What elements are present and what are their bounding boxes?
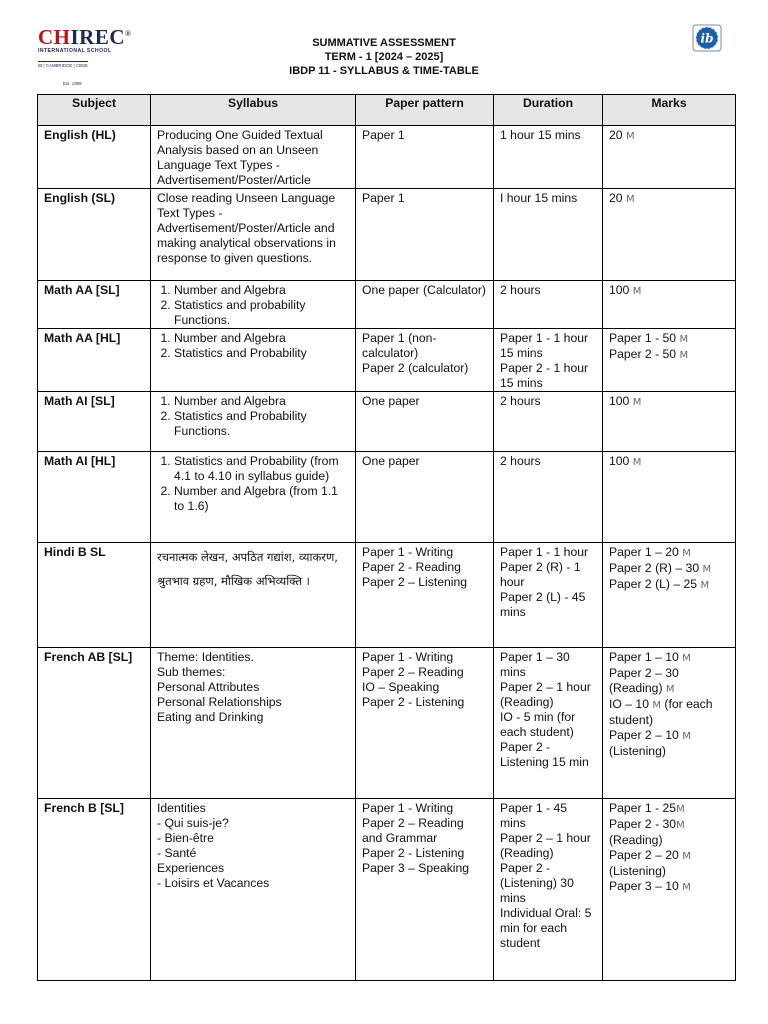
syllabus-item: 1. Number and Algebra [174, 331, 349, 346]
subject-cell: Math AA [HL] [38, 329, 151, 392]
paper-line: Paper 1 - Writing [362, 545, 454, 559]
syllabus-line: Identities [157, 801, 206, 815]
paper-line: One paper [362, 394, 420, 408]
duration-cell [494, 126, 603, 189]
duration-line: 2 hours [500, 394, 541, 408]
syllabus-line: Producing One Guided Textual Analysis based on an Unseen Language Text Types - Advertisement/Poster/Article [157, 128, 323, 187]
duration-line: Paper 2 (L) - 45 mins [500, 590, 586, 619]
duration-line: 1 hour 15 mins [500, 128, 581, 142]
marks-line: 20 M [609, 128, 635, 142]
paper-line: One paper [362, 454, 420, 468]
column-header: Syllabus [151, 95, 356, 126]
duration-cell [494, 392, 603, 452]
syllabus-cell [151, 392, 356, 452]
duration-cell [494, 543, 603, 648]
paper-line: Paper 2 - Reading [362, 560, 461, 574]
paper-line: One paper (Calculator) [362, 283, 486, 297]
marks-line: Paper 1 - 25M [609, 801, 685, 815]
syllabus-item: 1. Number and Algebra [174, 394, 349, 409]
marks-line: 100 M [609, 394, 642, 408]
syllabus-table [37, 94, 736, 981]
paper-line: Paper 2 - Listening [362, 846, 465, 860]
subject-cell: Math AI [SL] [38, 392, 151, 452]
marks-line: Paper 2 (R) – 30 M [609, 561, 712, 575]
syllabus-cell [151, 281, 356, 329]
column-header: Paper pattern [356, 95, 494, 126]
syllabus-cell [151, 189, 356, 281]
table-row [38, 799, 736, 981]
table-row [38, 543, 736, 648]
duration-cell [494, 648, 603, 799]
logo-wordmark: CHIREC® [38, 25, 132, 49]
marks-cell [603, 189, 736, 281]
marks-cell [603, 452, 736, 543]
logo-established: Est. 1989 [63, 81, 82, 86]
duration-line: Individual Oral: 5 min for each student [500, 906, 592, 950]
subject-cell: French AB [SL] [38, 648, 151, 799]
syllabus-line: Close reading Unseen Language Text Types - Advertisement/Poster/Article and making analytical observations in response to given questions. [157, 191, 336, 265]
syllabus-cell [151, 799, 356, 981]
syllabus-item: 1. Statistics and Probability (from 4.1 to 4.10 in syllabus guide) [174, 454, 349, 484]
syllabus-item: 2. Statistics and probability Functions. [174, 298, 349, 328]
marks-line: 100 M [609, 454, 642, 468]
paper-line: Paper 1 - Writing [362, 801, 454, 815]
marks-line: Paper 2 - 50 M [609, 347, 689, 361]
subject-cell: Math AA [SL] [38, 281, 151, 329]
table-row [38, 189, 736, 281]
subject-cell: French B [SL] [38, 799, 151, 981]
subject-cell: Math AI [HL] [38, 452, 151, 543]
marks-line: (Reading) [609, 833, 663, 847]
paper-line: Paper 1 [362, 191, 405, 205]
marks-cell [603, 543, 736, 648]
marks-cell [603, 799, 736, 981]
duration-line: Paper 2 – 1 hour (Reading) [500, 680, 591, 709]
paper-line: Paper 3 – Speaking [362, 861, 470, 875]
duration-line: Paper 2 - (Listening) 30 mins [500, 861, 574, 905]
syllabus-cell [151, 648, 356, 799]
ib-world-school-logo-icon [692, 24, 722, 52]
duration-line: 2 hours [500, 283, 541, 297]
paper-cell [356, 126, 494, 189]
syllabus-line: Personal Relationships [157, 695, 282, 709]
paper-line: Paper 2 – Reading [362, 665, 464, 679]
syllabus-line: - Santé [157, 846, 197, 860]
marks-cell [603, 126, 736, 189]
duration-line: 2 hours [500, 454, 541, 468]
heading-line-3: IBDP 11 - SYLLABUS & TIME-TABLE [289, 65, 479, 77]
table-row [38, 126, 736, 189]
syllabus-line: - Bien-être [157, 831, 214, 845]
syllabus-line: Personal Attributes [157, 680, 260, 694]
duration-line: Paper 1 - 1 hour [500, 545, 589, 559]
paper-cell [356, 799, 494, 981]
duration-cell [494, 281, 603, 329]
marks-line: IO – 10 M (for each student) [609, 697, 713, 727]
paper-cell [356, 452, 494, 543]
marks-line: Paper 3 – 10 M [609, 879, 691, 893]
paper-line: Paper 2 – Reading and Grammar [362, 816, 464, 845]
syllabus-item: 1. Number and Algebra [174, 283, 349, 298]
marks-line: (Listening) [609, 864, 666, 878]
marks-line: 20 M [609, 191, 635, 205]
syllabus-line: रचनात्मक लेखन, अपठित गद्यांश, व्याकरण, श्रुतभाव ग्रहण, मौखिक अभिव्यक्ति । [157, 550, 338, 588]
marks-cell [603, 329, 736, 392]
duration-line: Paper 2 - 1 hour 15 mins [500, 361, 589, 390]
subject-cell: Hindi B SL [38, 543, 151, 648]
duration-line: IO - 5 min (for each student) [500, 710, 576, 739]
duration-line: Paper 1 – 30 mins [500, 650, 570, 679]
logo-boards: IB | CAMBRIDGE | CBSE [38, 63, 88, 68]
marks-cell [603, 392, 736, 452]
table-row [38, 281, 736, 329]
duration-cell [494, 799, 603, 981]
paper-line: Paper 1 [362, 128, 405, 142]
marks-line: Paper 1 – 20 M [609, 545, 691, 559]
subject-cell: English (SL) [38, 189, 151, 281]
table-row [38, 452, 736, 543]
heading-line-2: TERM - 1 [2024 – 2025] [324, 51, 444, 63]
paper-line: IO – Speaking [362, 680, 440, 694]
syllabus-line: - Loisirs et Vacances [157, 876, 270, 890]
marks-line: 100 M [609, 283, 642, 297]
ib-logo-text: ib [700, 31, 714, 46]
marks-cell [603, 281, 736, 329]
duration-line: Paper 2 - Listening 15 min [500, 740, 589, 769]
marks-line: Paper 2 - 30M [609, 817, 685, 831]
syllabus-item: 2. Statistics and Probability [174, 346, 349, 361]
syllabus-cell [151, 543, 356, 648]
column-header: Subject [38, 95, 151, 126]
paper-line: Paper 2 - Listening [362, 695, 465, 709]
duration-line: I hour 15 mins [500, 191, 578, 205]
duration-cell [494, 452, 603, 543]
paper-cell [356, 543, 494, 648]
syllabus-item: 2. Number and Algebra (from 1.1 to 1.6) [174, 484, 349, 514]
duration-line: Paper 2 (R) - 1 hour [500, 560, 581, 589]
document-heading [200, 36, 568, 78]
paper-cell [356, 189, 494, 281]
paper-cell [356, 281, 494, 329]
duration-line: Paper 1 - 45 mins [500, 801, 568, 830]
syllabus-cell [151, 329, 356, 392]
marks-cell [603, 648, 736, 799]
paper-line: Paper 2 (calculator) [362, 361, 469, 375]
syllabus-line: Sub themes: [157, 665, 226, 679]
syllabus-line: - Qui suis-je? [157, 816, 229, 830]
logo-tagline: INTERNATIONAL SCHOOL [38, 48, 112, 54]
syllabus-line: Eating and Drinking [157, 710, 264, 724]
paper-cell [356, 329, 494, 392]
paper-cell [356, 648, 494, 799]
table-row [38, 392, 736, 452]
marks-line: Paper 2 – 20 M [609, 848, 691, 862]
marks-line: Paper 1 – 10 M [609, 650, 691, 664]
syllabus-cell [151, 452, 356, 543]
syllabus-item: 2. Statistics and Probability Functions. [174, 409, 349, 439]
syllabus-line: Experiences [157, 861, 225, 875]
column-header: Marks [603, 95, 736, 126]
paper-line: Paper 2 – Listening [362, 575, 468, 589]
marks-line: Paper 1 - 50 M [609, 331, 689, 345]
subject-cell: English (HL) [38, 126, 151, 189]
marks-line: Paper 2 (L) – 25 M [609, 577, 710, 591]
marks-line: (Listening) [609, 744, 666, 758]
marks-line: Paper 2 – 10 M [609, 728, 691, 742]
table-row [38, 648, 736, 799]
duration-line: Paper 1 - 1 hour 15 mins [500, 331, 589, 360]
duration-cell [494, 329, 603, 392]
duration-cell [494, 189, 603, 281]
paper-line: Paper 1 (non-calculator) [362, 331, 437, 360]
school-logo [38, 24, 132, 86]
syllabus-line: Theme: Identities. [157, 650, 254, 664]
table-row [38, 329, 736, 392]
paper-line: Paper 1 - Writing [362, 650, 454, 664]
marks-line: Paper 2 – 30 (Reading) M [609, 666, 679, 695]
column-header: Duration [494, 95, 603, 126]
duration-line: Paper 2 – 1 hour (Reading) [500, 831, 591, 860]
paper-cell [356, 392, 494, 452]
heading-line-1: SUMMATIVE ASSESSMENT [312, 37, 456, 49]
syllabus-cell [151, 126, 356, 189]
table-header-row [38, 95, 736, 126]
